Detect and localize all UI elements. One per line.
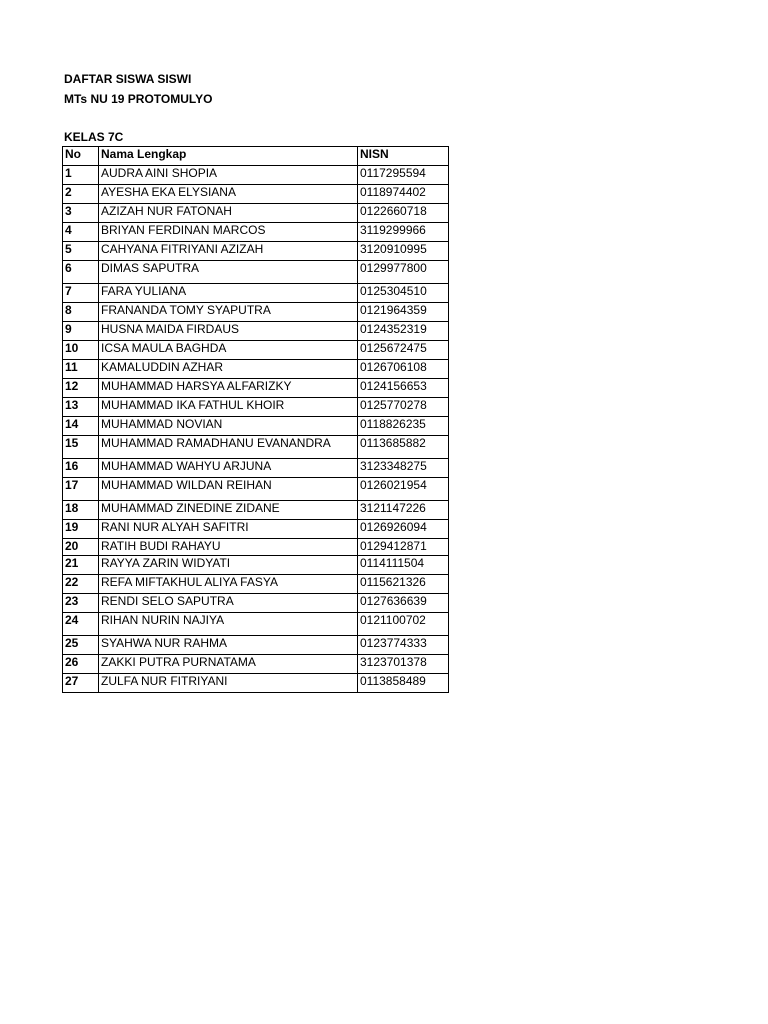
table-row	[63, 417, 449, 436]
table-row	[63, 613, 449, 636]
student-name-cell: RANI NUR ALYAH SAFITRI	[99, 520, 358, 539]
row-number-cell: 16	[63, 459, 99, 478]
student-name-cell: REFA MIFTAKHUL ALIYA FASYA	[99, 575, 358, 594]
student-name-cell: ICSA MAULA BAGHDA	[99, 341, 358, 360]
table-row	[63, 284, 449, 303]
row-number-cell: 23	[63, 594, 99, 613]
student-name-cell: KAMALUDDIN AZHAR	[99, 360, 358, 379]
nisn-cell: 0125672475	[358, 341, 449, 360]
student-table	[62, 146, 449, 693]
student-name-cell: SYAHWA NUR RAHMA	[99, 636, 358, 655]
student-name-cell: ZULFA NUR FITRIYANI	[99, 674, 358, 693]
row-number-cell: 1	[63, 166, 99, 185]
nisn-cell: 3119299966	[358, 223, 449, 242]
student-name-cell: ZAKKI PUTRA PURNATAMA	[99, 655, 358, 674]
table-row	[63, 655, 449, 674]
row-number-cell: 8	[63, 303, 99, 322]
row-number-cell: 26	[63, 655, 99, 674]
row-number-cell: 10	[63, 341, 99, 360]
row-number-cell: 2	[63, 185, 99, 204]
row-number-cell: 3	[63, 204, 99, 223]
nisn-cell: 0121100702	[358, 613, 449, 636]
nisn-cell: 0123774333	[358, 636, 449, 655]
table-row	[63, 674, 449, 693]
table-row	[63, 341, 449, 360]
student-name-cell: MUHAMMAD WILDAN REIHAN	[99, 478, 358, 501]
table-header-row	[63, 147, 449, 166]
nisn-cell: 0117295594	[358, 166, 449, 185]
table-row	[63, 166, 449, 185]
nisn-cell: 0113685882	[358, 436, 449, 459]
nisn-cell: 0124352319	[358, 322, 449, 341]
table-row	[63, 204, 449, 223]
nisn-cell: 0126706108	[358, 360, 449, 379]
student-name-cell: MUHAMMAD IKA FATHUL KHOIR	[99, 398, 358, 417]
nisn-cell: 0127636639	[358, 594, 449, 613]
table-row	[63, 360, 449, 379]
row-number-cell: 9	[63, 322, 99, 341]
student-name-cell: FRANANDA TOMY SYAPUTRA	[99, 303, 358, 322]
row-number-cell: 22	[63, 575, 99, 594]
row-number-cell: 4	[63, 223, 99, 242]
row-number-cell: 6	[63, 261, 99, 284]
table-row	[63, 436, 449, 459]
student-name-cell: RAYYA ZARIN WIDYATI	[99, 556, 358, 575]
nisn-cell: 0126021954	[358, 478, 449, 501]
student-name-cell: MUHAMMAD RAMADHANU EVANANDRA	[99, 436, 358, 459]
table-row	[63, 636, 449, 655]
student-name-cell: RIHAN NURIN NAJIYA	[99, 613, 358, 636]
row-number-cell: 7	[63, 284, 99, 303]
table-row	[63, 539, 449, 556]
table-row	[63, 575, 449, 594]
student-name-cell: RATIH BUDI RAHAYU	[99, 539, 358, 556]
row-number-cell: 20	[63, 539, 99, 556]
nisn-cell: 0115621326	[358, 575, 449, 594]
student-name-cell: MUHAMMAD ZINEDINE ZIDANE	[99, 501, 358, 520]
nisn-cell: 0124156653	[358, 379, 449, 398]
table-row	[63, 242, 449, 261]
nisn-cell: 0129977800	[358, 261, 449, 284]
document-title: DAFTAR SISWA SISWI	[64, 72, 192, 86]
nisn-cell: 0114111504	[358, 556, 449, 575]
row-number-cell: 5	[63, 242, 99, 261]
student-name-cell: BRIYAN FERDINAN MARCOS	[99, 223, 358, 242]
student-name-cell: AZIZAH NUR FATONAH	[99, 204, 358, 223]
table-row	[63, 556, 449, 575]
student-name-cell: RENDI SELO SAPUTRA	[99, 594, 358, 613]
row-number-cell: 15	[63, 436, 99, 459]
nisn-cell: 0118826235	[358, 417, 449, 436]
table-row	[63, 501, 449, 520]
row-number-cell: 13	[63, 398, 99, 417]
student-name-cell: AUDRA AINI SHOPIA	[99, 166, 358, 185]
nisn-cell: 0113858489	[358, 674, 449, 693]
student-name-cell: CAHYANA FITRIYANI AZIZAH	[99, 242, 358, 261]
table-row	[63, 398, 449, 417]
student-name-cell: DIMAS SAPUTRA	[99, 261, 358, 284]
student-name-cell: FARA YULIANA	[99, 284, 358, 303]
column-header-name: Nama Lengkap	[99, 147, 358, 166]
table-row	[63, 520, 449, 539]
student-table-body	[63, 166, 449, 693]
nisn-cell: 3121147226	[358, 501, 449, 520]
nisn-cell: 0125304510	[358, 284, 449, 303]
table-row	[63, 322, 449, 341]
table-row	[63, 459, 449, 478]
row-number-cell: 27	[63, 674, 99, 693]
table-row	[63, 594, 449, 613]
nisn-cell: 0126926094	[358, 520, 449, 539]
row-number-cell: 24	[63, 613, 99, 636]
nisn-cell: 3120910995	[358, 242, 449, 261]
row-number-cell: 11	[63, 360, 99, 379]
table-row	[63, 478, 449, 501]
nisn-cell: 0118974402	[358, 185, 449, 204]
student-name-cell: MUHAMMAD WAHYU ARJUNA	[99, 459, 358, 478]
table-row	[63, 261, 449, 284]
nisn-cell: 0125770278	[358, 398, 449, 417]
table-row	[63, 223, 449, 242]
row-number-cell: 25	[63, 636, 99, 655]
student-name-cell: MUHAMMAD NOVIAN	[99, 417, 358, 436]
column-header-nisn: NISN	[358, 147, 449, 166]
table-row	[63, 303, 449, 322]
student-name-cell: MUHAMMAD HARSYA ALFARIZKY	[99, 379, 358, 398]
row-number-cell: 19	[63, 520, 99, 539]
nisn-cell: 0121964359	[358, 303, 449, 322]
row-number-cell: 14	[63, 417, 99, 436]
table-row	[63, 185, 449, 204]
nisn-cell: 3123348275	[358, 459, 449, 478]
nisn-cell: 0129412871	[358, 539, 449, 556]
table-row	[63, 379, 449, 398]
row-number-cell: 21	[63, 556, 99, 575]
row-number-cell: 17	[63, 478, 99, 501]
class-label: KELAS 7C	[64, 130, 124, 144]
row-number-cell: 12	[63, 379, 99, 398]
student-name-cell: HUSNA MAIDA FIRDAUS	[99, 322, 358, 341]
row-number-cell: 18	[63, 501, 99, 520]
nisn-cell: 0122660718	[358, 204, 449, 223]
school-name: MTs NU 19 PROTOMULYO	[64, 92, 213, 106]
nisn-cell: 3123701378	[358, 655, 449, 674]
column-header-no: No	[63, 147, 99, 166]
student-name-cell: AYESHA EKA ELYSIANA	[99, 185, 358, 204]
